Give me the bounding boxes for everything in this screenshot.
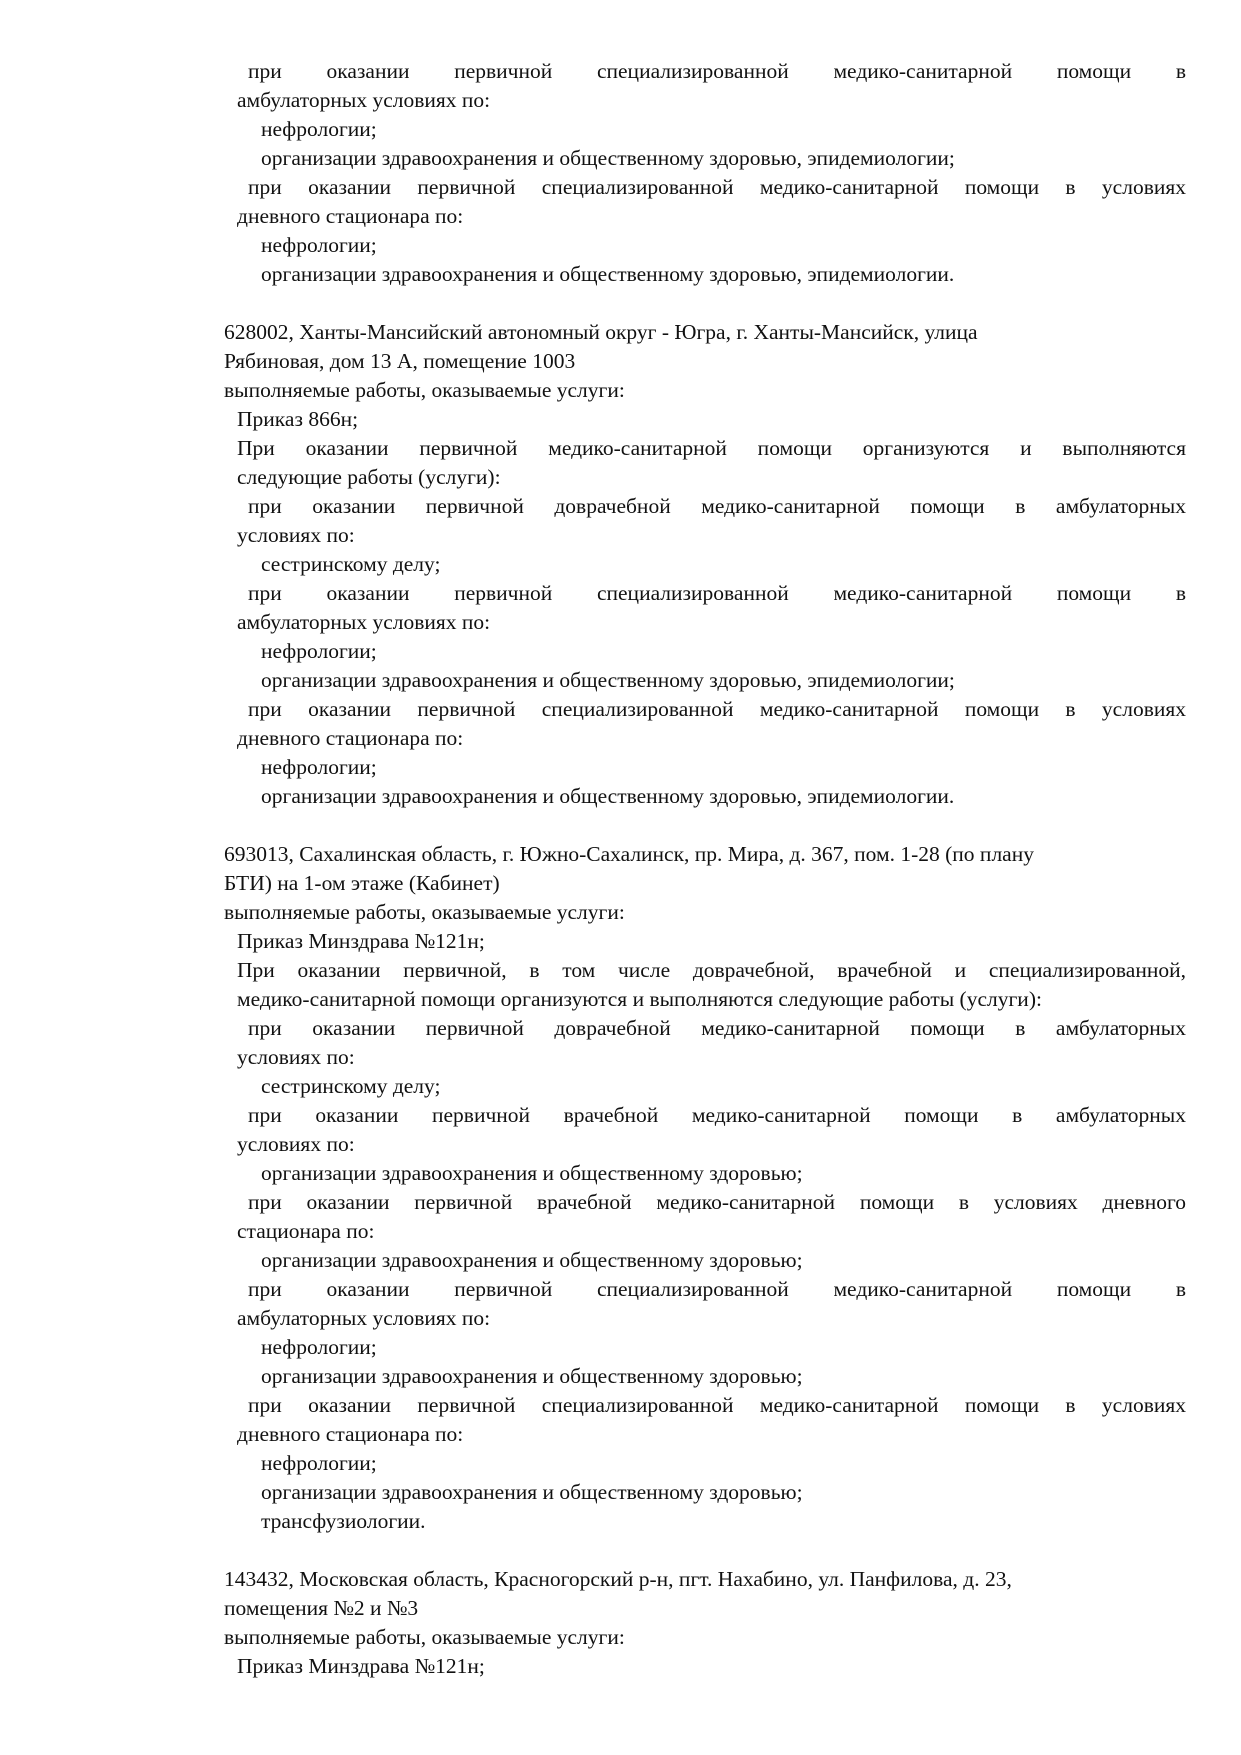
text-line: при оказании первичной доврачебной медико-санитарной помощи в амбулаторных [248, 494, 1186, 518]
block-gap [224, 1536, 1186, 1565]
text-line: организации здравоохранения и общественному здоровью; [261, 1364, 803, 1388]
text-line: нефрологии; [261, 755, 377, 779]
text-line: Приказ 866н; [237, 407, 359, 431]
text-line: при оказании первичной специализированной медико-санитарной помощи в [248, 581, 1186, 605]
text-line: амбулаторных условиях по: [237, 1306, 491, 1330]
text-line: 693013, Сахалинская область, г. Южно-Сахалинск, пр. Мира, д. 367, пом. 1-28 (по плану [224, 842, 1034, 866]
text-line: организации здравоохранения и общественному здоровью; [261, 1161, 803, 1185]
text-line: Приказ Минздрава №121н; [237, 929, 485, 953]
block-gap [224, 289, 1186, 318]
text-line: организации здравоохранения и общественному здоровью, эпидемиологии; [261, 668, 955, 692]
text-line: нефрологии; [261, 1335, 377, 1359]
text-line: медико-санитарной помощи организуются и выполняются следующие работы (услуги): [237, 987, 1042, 1011]
text-line: при оказании первичной специализированной медико-санитарной помощи в условиях [248, 697, 1186, 721]
text-line: условиях по: [237, 1045, 355, 1069]
text-line: организации здравоохранения и общественному здоровью, эпидемиологии; [261, 146, 955, 170]
text-line: следующие работы (услуги): [237, 465, 501, 489]
text-line: при оказании первичной специализированной медико-санитарной помощи в [248, 59, 1186, 83]
text-line: выполняемые работы, оказываемые услуги: [224, 1625, 625, 1649]
text-line: 143432, Московская область, Красногорский р-н, пгт. Нахабино, ул. Панфилова, д. 23, [224, 1567, 1012, 1591]
address-block [224, 57, 1186, 289]
text-line: дневного стационара по: [237, 1422, 464, 1446]
address-block [224, 318, 1186, 811]
text-line: при оказании первичной врачебной медико-санитарной помощи в условиях дневного [248, 1190, 1186, 1214]
text-line: при оказании первичной специализированной медико-санитарной помощи в условиях [248, 175, 1186, 199]
text-line: организации здравоохранения и общественному здоровью; [261, 1480, 803, 1504]
text-line: при оказании первичной врачебной медико-санитарной помощи в амбулаторных [248, 1103, 1186, 1127]
text-line: помещения №2 и №3 [224, 1596, 419, 1620]
text-line: 628002, Ханты-Мансийский автономный округ - Югра, г. Ханты-Мансийск, улица [224, 320, 978, 344]
text-line: выполняемые работы, оказываемые услуги: [224, 900, 625, 924]
text-line: нефрологии; [261, 117, 377, 141]
text-line: при оказании первичной доврачебной медико-санитарной помощи в амбулаторных [248, 1016, 1186, 1040]
text-line: Приказ Минздрава №121н; [237, 1654, 485, 1678]
text-line: выполняемые работы, оказываемые услуги: [224, 378, 625, 402]
address-block [224, 840, 1186, 1536]
text-line: организации здравоохранения и общественному здоровью, эпидемиологии. [261, 262, 955, 286]
text-line: стационара по: [237, 1219, 375, 1243]
text-line: трансфузиологии. [261, 1509, 426, 1533]
text-line: при оказании первичной специализированной медико-санитарной помощи в условиях [248, 1393, 1186, 1417]
text-line: БТИ) на 1-ом этаже (Кабинет) [224, 871, 500, 895]
text-line: нефрологии; [261, 1451, 377, 1475]
text-line: организации здравоохранения и общественному здоровью; [261, 1248, 803, 1272]
text-line: амбулаторных условиях по: [237, 610, 491, 634]
text-line: сестринскому делу; [261, 1074, 441, 1098]
text-line: условиях по: [237, 1132, 355, 1156]
text-line: При оказании первичной, в том числе доврачебной, врачебной и специализированной, [237, 958, 1186, 982]
text-line: дневного стационара по: [237, 726, 464, 750]
text-line: сестринскому делу; [261, 552, 441, 576]
text-line: нефрологии; [261, 639, 377, 663]
block-gap [224, 811, 1186, 840]
text-line: амбулаторных условиях по: [237, 88, 491, 112]
text-line: организации здравоохранения и общественному здоровью, эпидемиологии. [261, 784, 955, 808]
text-line: условиях по: [237, 523, 355, 547]
text-line: При оказании первичной медико-санитарной помощи организуются и выполняются [237, 436, 1186, 460]
text-line: Рябиновая, дом 13 А, помещение 1003 [224, 349, 576, 373]
text-line: при оказании первичной специализированной медико-санитарной помощи в [248, 1277, 1186, 1301]
address-block [224, 1565, 1186, 1681]
document-page [224, 57, 1186, 1681]
text-line: дневного стационара по: [237, 204, 464, 228]
text-line: нефрологии; [261, 233, 377, 257]
